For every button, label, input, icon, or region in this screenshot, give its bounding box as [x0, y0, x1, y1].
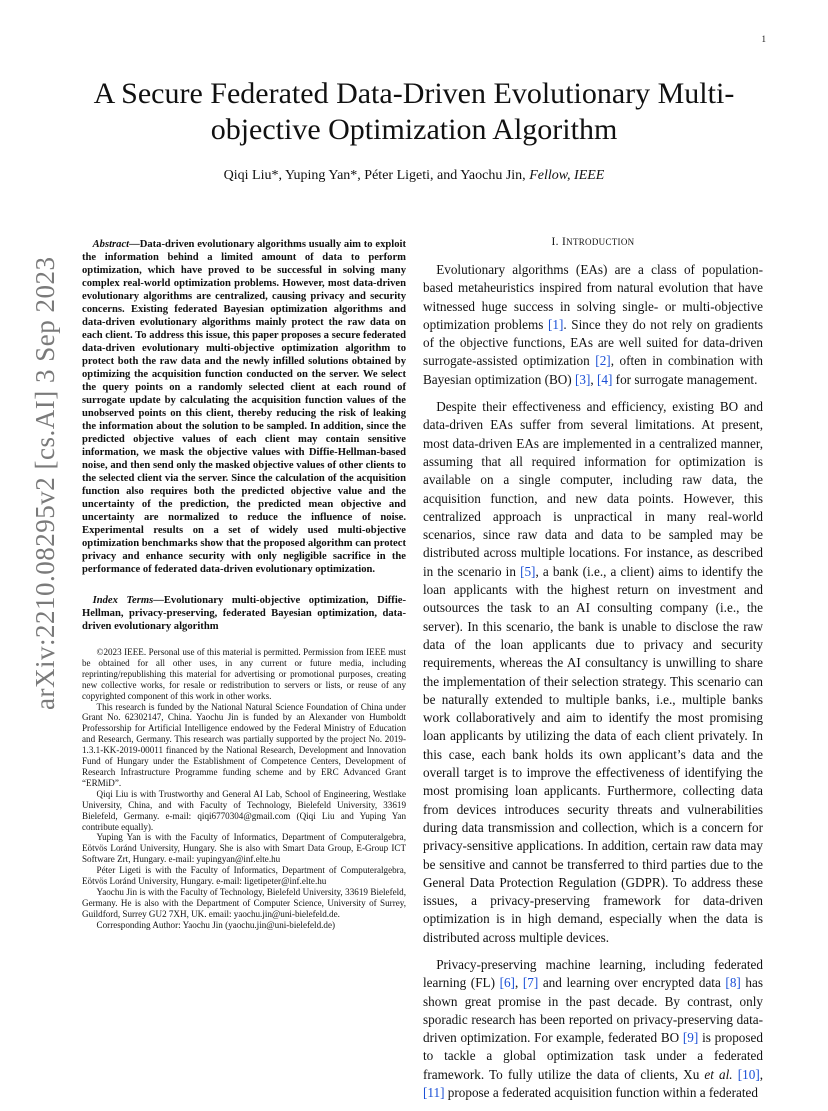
- citation-link[interactable]: [1]: [547, 316, 564, 332]
- footnote-corresponding: Corresponding Author: Yaochu Jin (yaochu.jin@uni-bielefeld.de): [96, 919, 336, 930]
- citation-link[interactable]: [5]: [520, 563, 536, 579]
- text-run: and learning over encrypted data: [538, 975, 726, 991]
- citation-link[interactable]: [10]: [737, 1066, 760, 1082]
- text-run: Privacy-preserving machine learning, including federated learning (FL): [423, 956, 763, 991]
- left-column: [82, 238, 406, 931]
- abstract-text: —Data-driven evolutionary algorithms usually aim to exploit the information behind a limited amount of data to perform optimization, which have proved to be successful in solving many complex real-world optimization problems. However, most data-driven evolutionary algorithms are centralized, causing privacy and security concerns. Existing federated Bayesian optimization algorithms and data-driven evolutionary algorithms mainly protect the raw data on each client. To address this issue, this paper proposes a secure federated data-driven evolutionary multi-objective optimization algorithm to protect both the raw data and the newly infilled solutions obtained by optimizing the acquisition function conducted on the server. We select the query points on a randomly selected client at each round of surrogate update by calculating the acquisition function values of the unobserved points on this client, thereby reducing the risk of leaking the information about the solution to be sampled. In addition, since the predicted objective values of each client may contain sensitive information, we mask the objective values with Diffie-Hellman-based noise, and then send only the masked objective values of other clients to the selected client via the server. Since the calculation of the acquisition function also requires both the predicted objective value and the uncertainty of the prediction, the predicted mean objective and uncertainty are normalized to reduce the influence of noise. Experimental results on a set of widely used multi-objective optimization benchmarks show that the proposed algorithm can protect privacy and enhance security with only negligible sacrifice in the performance of federated data-driven evolutionary optimization.: [82, 239, 406, 575]
- text-run: ,: [759, 1066, 764, 1082]
- footnote-funding: This research is funded by the National Natural Science Foundation of China under Grant No. 62302147, China. Yaochu Jin is funded by an Alexander von Humboldt Professorship for Artificial Intelligence endowed by the Federal Ministry of Education and Research, Germany. This research was partially supported by the project No. 2019-1.3.1-KK-2019-00011 financed by the National Research, Development and Innovation Fund of Hungary under the Establishment of Competence Centers, Development of Research Infrastructure Programme funding scheme and by ERC Advanced Grant “ERMiD”.: [82, 701, 406, 788]
- text-run: , a bank (i.e., a client) aims to identify the loan applicants with the highest return on investment and outsources the task to an AI consulting company (i.e., the server). In this scenario, the bank is unable to disclose the raw data of the loan applicants due to privacy and security requirements, whereas the AI consultancy is unwilling to share the implementation of their selection strategy. This scenario can be naturally extended to multiple banks, i.e., multiple banks work collaboratively and aim to identify the most promising loan applicants by utilizing the data of each client privately. In this case, each bank holds its own applicant’s data and the overall target is to improve the effectiveness of identifying the most promising loan applicants. Furthermore, collecting data from devices introduces security threats and vulnerabilities during data transmission and collection, which is a concern for privacy-sensitive applications. In addition, certain raw data may be sensitive and cannot be transferred to third parties due to the General Data Protection Regulation (GDPR). To address these issues, a privacy-preserving framework for data-driven optimization is in high demand, especially when the data is distributed across multiple devices.: [423, 563, 763, 945]
- footnote-copyright: ©2023 IEEE. Personal use of this material is permitted. Permission from IEEE must be obtained for all other uses, in any current or future media, including reprinting/republishing this material for advertising or promotional purposes, creating new collective works, for resale or redistribution to servers or lists, or reuse of any copyrighted component of this work in other works.: [82, 647, 406, 701]
- text-run: . Since they do not rely on gradients of the objective functions, EAs are well suited for data-driven surrogate-assisted optimization: [423, 316, 763, 369]
- citation-link[interactable]: [11]: [423, 1085, 445, 1101]
- text-run: , often in combination with Bayesian optimization (BO): [423, 353, 763, 387]
- text-run: Evolutionary algorithms (EAs) are a class of population-based metaheuristics inspired from natural evolution that have witnessed huge success in solving single- or multi-objective optimization problems: [423, 262, 763, 332]
- section-heading-introduction: [423, 236, 763, 248]
- arxiv-side-stamp: arXiv:2210.08295v2 [cs.AI] 3 Sep 2023: [30, 256, 60, 710]
- text-run-italic: et al.: [704, 1066, 733, 1082]
- text-run: has shown great promise in the past decade. By contrast, only sporadic research has been reported on privacy-preserving data-driven optimization. For example, federated BO: [423, 975, 763, 1046]
- intro-paragraph-1: [423, 261, 763, 389]
- section-numeral: I. I: [551, 236, 567, 248]
- text-run: Despite their effectiveness and efficiency, existing BO and data-driven EAs suffer from several limitations. At present, most data-driven EAs are implemented in a centralized manner, assuming that all required information for optimization is available on a single computer, including raw data, the acquisition function, and new data points. However, this centralized approach is unpractical in many real-world scenarios, since raw data and data to be sampled may be distributed across multiple locations. For instance, as described in the scenario in: [423, 399, 763, 579]
- index-terms-text: —Evolutionary multi-objective optimization, Diffie-Hellman, privacy-preserving, federated Bayesian optimization, data-driven evolutionary algorithm: [82, 595, 406, 632]
- section-title-rest: NTRODUCTION: [566, 237, 635, 247]
- citation-link[interactable]: [7]: [522, 975, 539, 991]
- footnote-author-liu: Qiqi Liu is with Trustworthy and General AI Lab, School of Engineering, Westlake University, China, and with Faculty of Technology, Bielefeld University, 33619 Bielefeld, Germany. e-mail: qiqi6770304@gmail.com (Qiqi Liu and Yuping Yan contribute equally).: [82, 788, 406, 832]
- citation-link[interactable]: [3]: [575, 371, 591, 387]
- text-run: ,: [590, 371, 597, 387]
- citation-link[interactable]: [9]: [682, 1030, 699, 1046]
- abstract-label: Abstract: [92, 239, 130, 250]
- intro-paragraph-2: [423, 398, 763, 947]
- footnote-author-ligeti: Péter Ligeti is with the Faculty of Informatics, Department of Computeralgebra, Eötvös Loránd University, Hungary. e-mail: ligetipeter@inf.elte.hu: [82, 865, 406, 887]
- text-run: is proposed to tackle a global optimization task under a federated framework. To fully utilize the data of clients, Xu: [423, 1030, 763, 1082]
- footnote-author-jin: Yaochu Jin is with the Faculty of Technology, Bielefeld University, 33619 Bielefeld, Germany. He is also with the Department of Computer Science, University of Surrey, Guildford, Surrey GU2 7XH, UK. email: yaochu.jin@uni-bielefeld.de.: [82, 886, 406, 919]
- footnote-author-yan: Yuping Yan is with the Faculty of Informatics, Department of Computeralgebra, Eötvös Loránd University, Hungary. She is also with Smart Data Group, E-Group ICT Software Zrt, Hungary. e-mail: yupingyan@inf.elte.hu: [82, 832, 406, 865]
- citation-link[interactable]: [8]: [725, 975, 741, 991]
- author-line: [60, 168, 768, 184]
- page-number: 1: [761, 34, 766, 44]
- author-affiliation: Fellow, IEEE: [529, 168, 605, 183]
- author-names: Qiqi Liu*, Yuping Yan*, Péter Ligeti, and Yaochu Jin,: [223, 168, 526, 183]
- citation-link[interactable]: [4]: [596, 371, 613, 387]
- paper-title: A Secure Federated Data-Driven Evolutionary Multi-objective Optimization Algorithm: [93, 77, 735, 146]
- text-run: ,: [514, 975, 523, 991]
- index-terms: [82, 594, 406, 633]
- citation-link[interactable]: [2]: [595, 353, 611, 369]
- citation-link[interactable]: [6]: [499, 975, 515, 991]
- text-run: for surrogate management.: [612, 371, 758, 387]
- index-terms-label: Index Terms: [92, 595, 154, 606]
- intro-paragraph-3: [423, 956, 763, 1102]
- right-column: [423, 236, 763, 1111]
- text-run: propose a federated acquisition function within a federated: [444, 1085, 758, 1101]
- abstract: [82, 238, 406, 576]
